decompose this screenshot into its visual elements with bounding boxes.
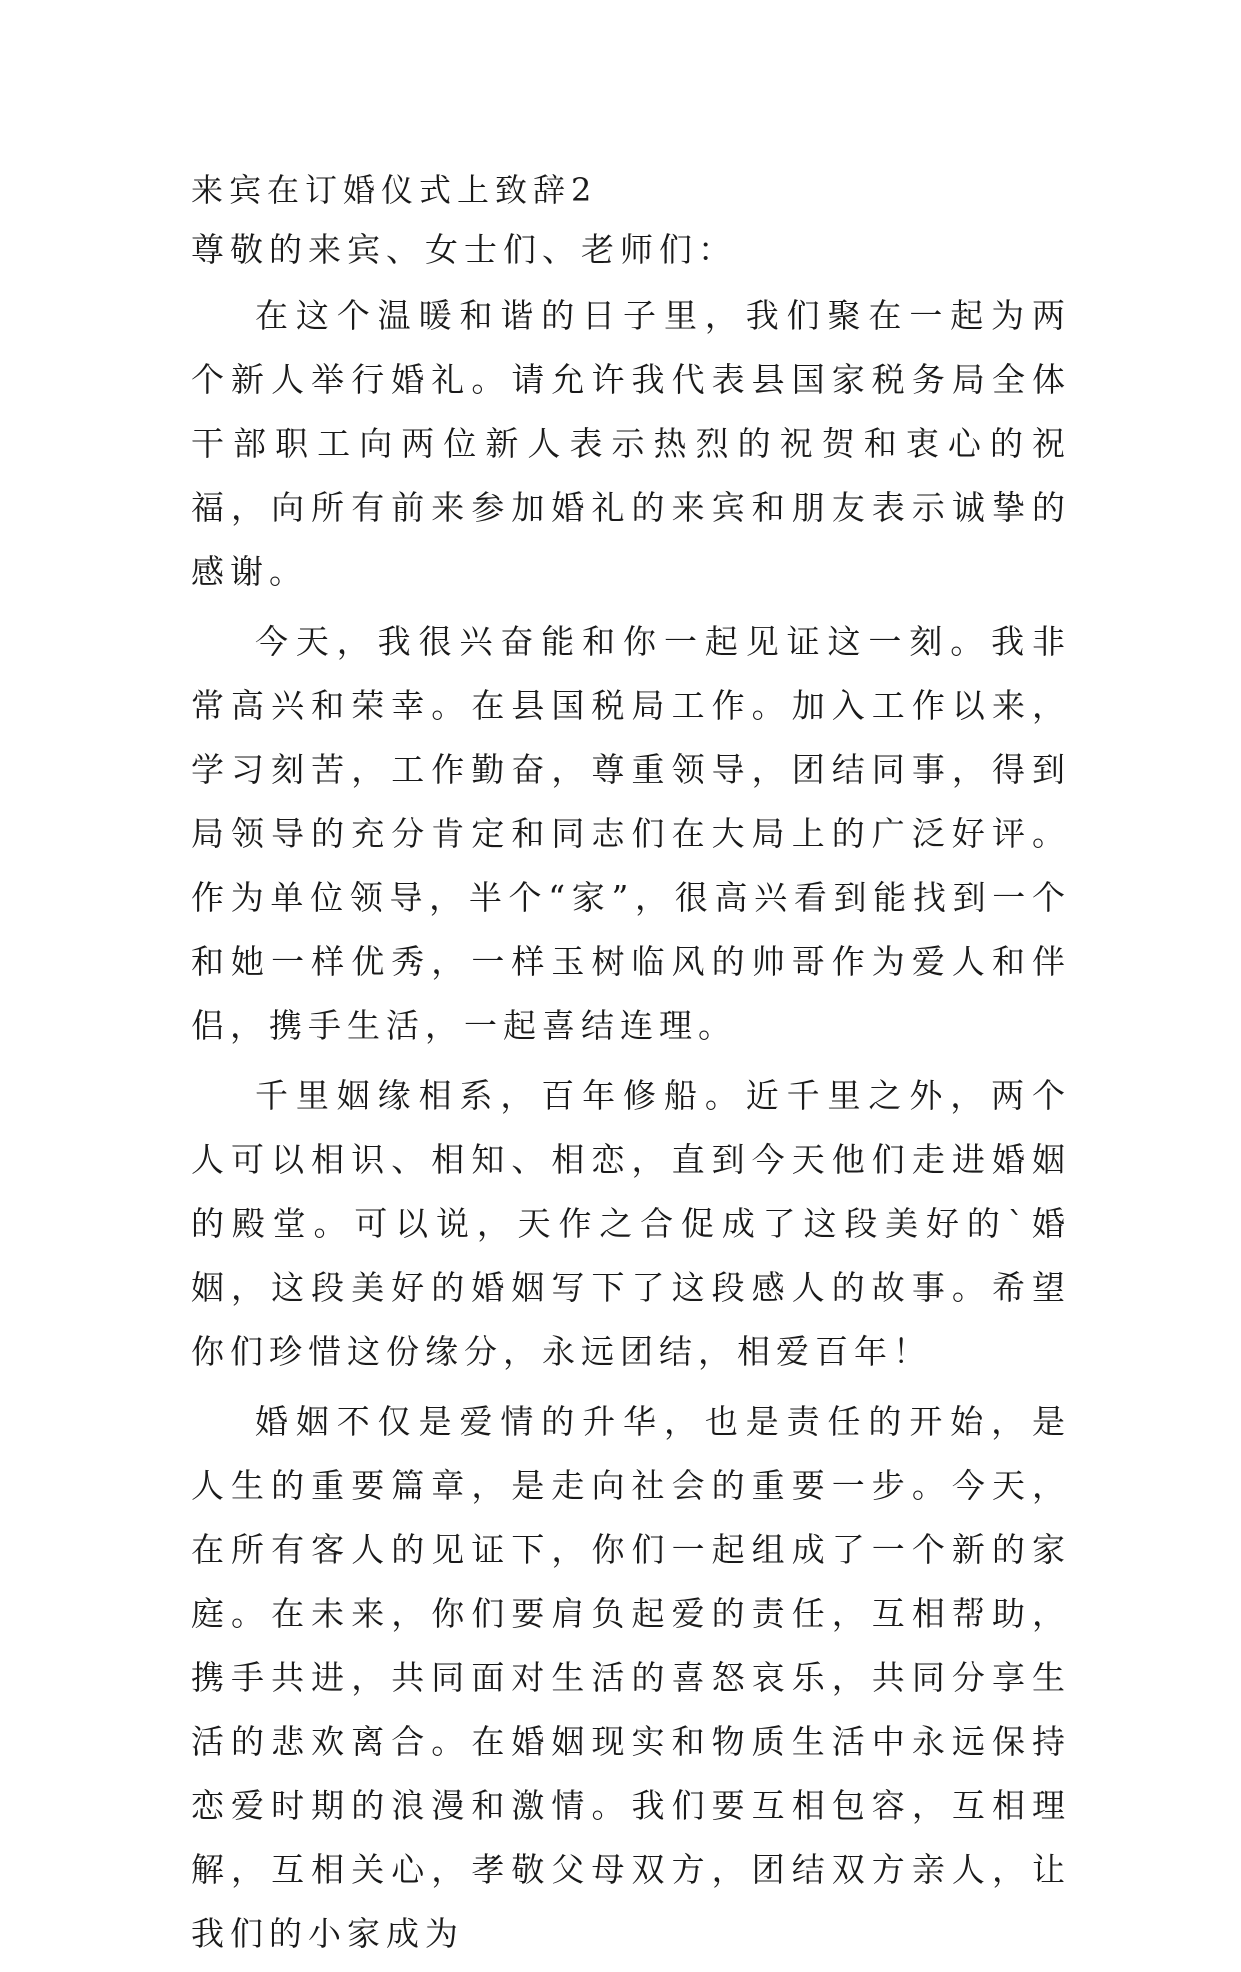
- document-title: 来宾在订婚仪式上致辞2: [191, 171, 598, 209]
- paragraph-4: 婚姻不仅是爱情的升华，也是责任的开始，是人生的重要篇章，是走向社会的重要一步。今天，在所有客人的见证下，你们一起组成了一个新的家庭。在未来，你们要肩负起爱的责任，互相帮助，携手共进，共同面对生活的喜怒哀乐，共同分享生活的悲欢离合。在婚姻现实和物质生活中永远保持恋爱时期的浪漫和激情。我们要互相包容，互相理解，互相关心，孝敬父母双方，团结双方亲人，让我们的小家成为: [191, 1402, 1071, 1953]
- paragraph-2: 今天，我很兴奋能和你一起见证这一刻。我非常高兴和荣幸。在县国税局工作。加入工作以来，学习刻苦，工作勤奋，尊重领导，团结同事，得到局领导的充分肯定和同志们在大局上的广泛好评。作为单位领导，半个“家”，很高兴看到能找到一个和她一样优秀，一样玉树临风的帅哥作为爱人和伴侣，携手生活，一起喜结连理。: [191, 622, 1071, 1045]
- paragraph-3: 千里姻缘相系，百年修船。近千里之外，两个人可以相识、相知、相恋，直到今天他们走进婚姻的殿堂。可以说，天作之合促成了这段美好的`婚姻，这段美好的婚姻写下了这段感人的故事。希望你们珍惜这份缘分，永远团结，相爱百年！: [191, 1076, 1071, 1371]
- document-body: [191, 160, 1071, 1972]
- salutation: 尊敬的来宾、女士们、老师们：: [191, 230, 737, 269]
- paragraph-1: 在这个温暖和谐的日子里，我们聚在一起为两个新人举行婚礼。请允许我代表县国家税务局全体干部职工向两位新人表示热烈的祝贺和衷心的祝福，向所有前来参加婚礼的来宾和朋友表示诚挚的感谢。: [191, 296, 1071, 591]
